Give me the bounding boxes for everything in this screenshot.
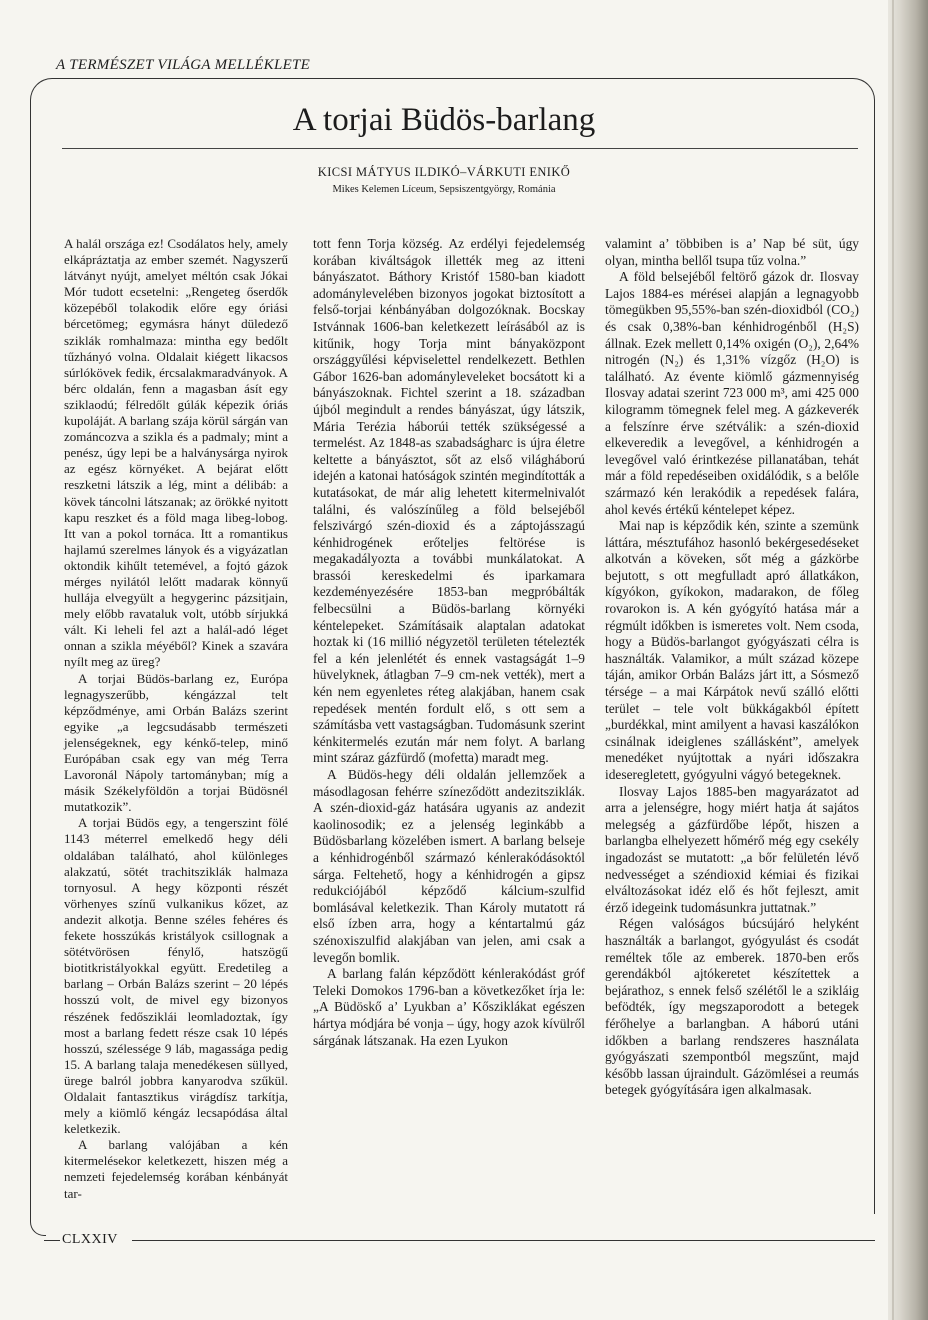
paragraph: Ilosvay Lajos 1885-ben magyarázatot ad arra a jelenségre, hogy miért hatja át sajátos melegség a gázfürdőbe lépőt, hiszen a barlangba elhelyezett hőmérő még egy csekély ingadozást se mutatott: „a bőr felületén lévő nedvességet a széndioxid kémiai és fizikai elváltozásokat idéz elő és hőt fejleszt, amit érző idegeink tudomásunkra juttatnak.” <box>605 783 859 915</box>
footer-rule-left <box>44 1240 60 1241</box>
title-rule <box>62 148 858 149</box>
text-column-3 <box>605 236 859 1099</box>
paragraph: tott fenn Torja község. Az erdélyi fejedelemség korában kiváltságok illették meg az itteni bányászatot. Báthory Kristóf 1580-ban kiadott adománylevelében bizonyos jogokat biztosított a felső-torjai kénbányában dolgozóknak. Bocskay Istvánnak 1606-ban keletkezett leírásából az is kitűnik, hogy Torja mint bányaközpont országgyűlési képviselettel rendelkezett. Bethlen Gábor 1626-ban adományleveleket bocsátott ki a bányászoknak. Fichtel szerint a 18. században újból megindult a rendes bányászat, úgy látszik, Mária Terézia háborúi tették szükségessé a termelést. Az 1848-as szabadságharc is újra életre keltette a bányásztot, sőt az első világháború idején a katonai hatóságok szintén megindították a kutatásokat, de már alig lehetett kitermelnivalót találni, és valószínűleg a föld belsejéből felszivárgó szén-dioxid és a záptojásszagú kénhidrogének erőteljes feltörése is megakadályozta a további munkálatokat. A brassói kereskedelmi és iparkamara kezdeményezésére 1853-ban megpróbálták felbecsülni a Büdös-barlang környéki kéntelepeket. Számításaik alaptalan adatokat hoztak ki (16 millió négyzetöl területen tételezték fel a kén jelenlétét és ennek vastagságát 1–9 hüvelyknek, átlagban 7–9 cm-nek vették), mert a kén nem egyenletes réteg alakjában, hanem csak repedések mentén fordult elő, s ott sem a számításba vett vastagságban. Tudomásunk szerint kénkitermelés ezután már nem folyt. A barlang mint száraz gázfürdő (mofetta) maradt meg. <box>313 236 585 766</box>
page-binding-edge <box>888 0 928 1320</box>
paragraph: valamint a’ többiben is a’ Nap bé süt, úgy olyan, mintha bellől tsupa tűz volna.” <box>605 236 859 268</box>
footer-rule-right <box>132 1240 875 1241</box>
paragraph: A torjai Büdös egy, a tengerszint fölé 1143 méterrel emelkedő hegy déli oldalában található, ahol különleges alakzatú, sötét trachitsziklák halmaza tornyosul. A hegy központi részét vörhenyes színű vulkanikus kőzet, az andezit alkotja. Benne széles fehéres és fekete hosszúkás kristályok csillognak a sötétvörösen fénylő, hatszögű biotitkristályokkal együtt. Eredetileg a barlang – Orbán Balázs szerint – 20 lépés hosszú volt, de mivel egy bizonyos részének fedősziklái leomladoztak, így most a barlang fedett része csak 10 lépés hosszú, szélessége 9 láb, magassága pedig 15. A barlang talaja menedékesen süllyed, ürege balról jobbra kanyarodva szűkül. Oldalait fantasztikus virágdísz tarkítja, mely a kiömlő kéngáz lecsapódása által keletkezik. <box>64 815 288 1137</box>
paragraph: A barlang falán képződött kénlerakódást gróf Teleki Domokos 1796-ban a következőket írja le: „A Büdöskő a’ Lyukban a’ Kősziklákat egészen hártya módjára bé vonja – úgy, hogy azok kívülről sárgának látszanak. Ha ezen Lyukon <box>313 966 585 1048</box>
paragraph: A Büdös-hegy déli oldalán jellemzőek a másodlagosan fehérre színeződött andezitsziklák. A szén-dioxid-gáz hatására ugyanis az andezit kaolinosodik; ez a jelenség leginkább a Büdösbarlang közelében ismert. A barlang belseje a kénhidrogénből származó kénlerakódásoktól sárga. Feltehető, hogy a kénhidrogén a gipsz redukciójából képződő kálcium-szulfid bomlásával keletkezik. Than Károly mutatott rá első ízben arra, hogy a kéntartalmú gáz szénoxiszulfid alakjában van jelen, ami csak a levegőn bomlik. <box>313 767 585 965</box>
text-column-1 <box>64 236 288 1202</box>
author-affiliation: Mikes Kelemen Líceum, Sepsiszentgyörgy, Románia <box>332 184 556 195</box>
paragraph: Mai nap is képződik kén, szinte a szemünk láttára, mésztufához hasonló bekérgesedéseket alkotván a köveken, sőt még a gázkörbe bejutott, s ott megfulladt apró állatkákon, kígyókon, gyíkokon, madarakon, de főleg rovarokon is. A kén gyógyító hatása már a régmúlt időkben is ismeretes volt. Nem csoda, hogy a Büdös-barlangot gyógyászati célra is használták. Valamikor, a múlt század közepe táján, amikor Orbán Balázs járt itt, a Sósmező térsége – a mai Kárpátok nevű szálló előtti terület – tele volt bükkágakból épített „burdékkal, mint amilyent a havasi kaszálókon csinálnak ideiglenes szállásként”, amelyek menedéket nyújtottak a nyári időszakra ideseregletett, gyógyulni vágyó betegeknek. <box>605 518 859 782</box>
paragraph: A barlang valójában a kén kitermelésekor keletkezett, hiszen még a nemzeti fejedelemség korában kénbányát tar- <box>64 1137 288 1201</box>
paragraph: A föld belsejéből feltörő gázok dr. Ilosvay Lajos 1884-es mérései alapján a legnagyobb tömegükben 95,55%-ban szén-dioxidból (CO₂) és csak 0,38%-ban kénhidrogénből (H₂S) állnak. Ezek mellett 0,14% oxigén (O₂), 2,64% nitrogén (N₂) és 1,31% vízgőz (H₂O) is található. Az évente kiömlő gázmennyiség Ilosvay adatai szerint 723 000 m³, ami 425 000 kilogramm tömegnek felel meg. A gázkeverék a felszínre érve szétválik: a szén-dioxid elkeveredik a levegővel, a kénhidrogén a levegővel való érintkezése pillanatában, tehát már a föld repedéseiben oxidálódik, s a belőle származó kén lerakódik a repedések falára, ahol kevés értékű kéntelepet képez. <box>605 269 859 517</box>
running-head: A TERMÉSZET VILÁGA MELLÉKLETE <box>56 57 311 73</box>
page-footer <box>30 1232 875 1248</box>
paragraph: A torjai Büdös-barlang ez, Európa legnagyszerűbb, kéngázzal telt képződménye, ami Orbán Balázs szerint egyike „a legcsudásabb természeti jelenségeknek, egy kénkő-telep, minő Európában csak egy van még Terra Lavoronál Nápoly tartományban; míg a másik Székelyföldön a torjai Büdösnél mutatkozik”. <box>64 670 288 815</box>
article-title: A torjai Büdös-barlang <box>292 102 596 138</box>
page-number: CLXXIV <box>62 1232 118 1247</box>
paragraph: Régen valóságos búcsújáró helyként használták a barlangot, gyógyulást és csodát reméltek tőle az emberek. 1870-ben erős gerendákból ajtókeretet készítettek a bejárathoz, s ennek felső szélétől le a szikláig befödték, így megszaporodott a betegek férőhelye a barlangban. A háború utáni időkben a barlang rendszeres használata gyógyászati szempontból megszűnt, majd később lassan újraindult. Gázömlései a reumás betegek gyógyítására igen alkalmasak. <box>605 916 859 1098</box>
text-column-2 <box>313 236 585 1049</box>
paragraph: A halál országa ez! Csodálatos hely, amely elkápráztatja az ember szemét. Nagyszerű látványt nyújt, amelyet méltón csak Jókai Mór tudott ecsetelni: „Rengeteg őserdők közepéből tolakodik előre egy óriási bércetömeg; egymásra hányt düledező sziklák romhalmaza: mintha egy bedőlt tűzhányó volna. Oldalait kiégett likacsos súrlókövek fedik, ércsalakmaradványok. A bérc oldalán, fenn a magasban ásít egy sziklaodú; félredőlt gúlák képezik óriás kupoláját. A barlang szája körül sárgán van zománcozva a szikla és a padmaly; mint a penész, úgy lepi be a halványsárga nyirok az egész környéket. A bejárat előtt reszketni látszik a lég, mint a délibáb: a kövek táncolni látszanak; az örökké nyitott kapu reszket és a föld maga libeg-lobog. Itt van a pokol tornáca. Itt a romantikus hajlamú szerelmes lányok és a vigyázatlan oktondik kihűlt tetemével, a fojtó gázok mérges nyilától lelőtt madarak könnyű hullája elvegyült a hegygerinc pázsitjain, mely előbb ravataluk volt, utóbb sírjukká vált. Ki leheli fel azt a halál-adó léget onnan a szikla méyéből? Kinek a szavára nyílt meg az üreg? <box>64 236 288 670</box>
article-authors: KICSI MÁTYUS ILDIKÓ–VÁRKUTI ENIKŐ <box>317 165 571 179</box>
